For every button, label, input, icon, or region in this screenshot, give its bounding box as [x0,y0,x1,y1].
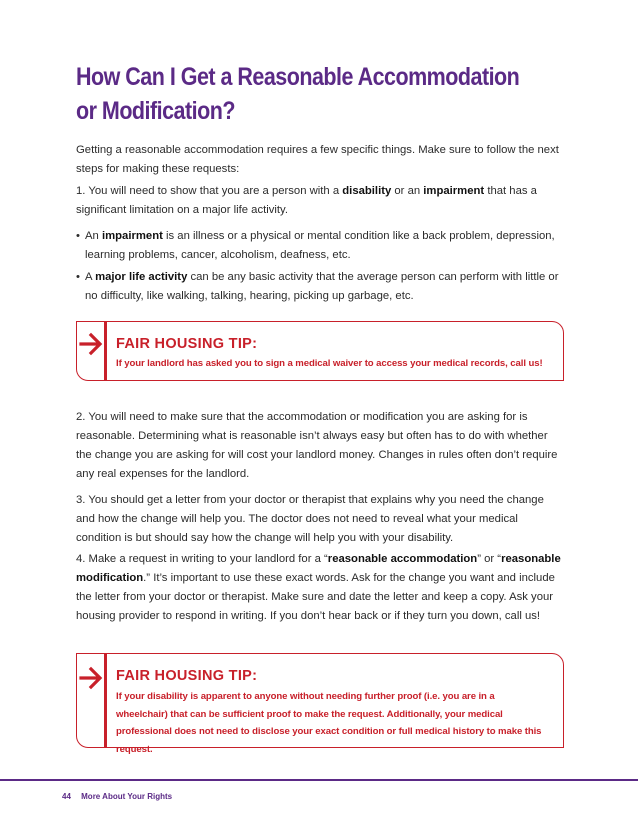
bullet-impairment [76,227,568,265]
bullet-major-life-activity [76,268,568,306]
step-2-paragraph: 2. You will need to make sure that the accommodation or modification you are asking for is reasonable. Determining what is reasonable isn’t always easy but often has to do with whether the change you are asking for will cost your landlord money. Changes in rules often don’t require any real expenses for the landlord. [76,411,558,480]
step-4-text-before: 4. Make a request in writing to your landlord for a “ [76,553,328,565]
tip-heading-2: FAIR HOUSING TIP: [116,668,258,684]
step-1-text-before: 1. You will need to show that you are a person with a [76,185,343,197]
tip-accent-bar-1 [104,321,107,381]
page-footer [62,792,172,801]
step-1-paragraph [76,182,564,220]
step-3-paragraph: 3. You should get a letter from your doctor or therapist that explains why you need the change and how the change will help you. The doctor does not need to reveal what your medical condition is but should say how the change will help you with your disability. [76,494,544,544]
page-title-line2: or Modification? [76,97,235,125]
tip-text-1: If your landlord has asked you to sign a medical waiver to access your medical records, call us! [116,358,543,369]
bullet-major-life-activity-bold: major life activity [95,271,188,283]
footer-section-title: More About Your Rights [81,792,173,801]
tip-accent-bar-2 [104,653,107,748]
step-4-paragraph [76,550,564,626]
step-1-bold-disability: disability [342,185,392,197]
tip-heading-1: FAIR HOUSING TIP: [116,336,258,352]
step-1-bold-impairment: impairment [423,185,485,197]
bullet-marker: • [76,230,80,242]
intro-paragraph: Getting a reasonable accommodation requires a few specific things. Make sure to follow the next steps for making these requests: [76,144,559,175]
bullet-impairment-after: is an illness or a physical or mental condition like a back problem, depression, learning problems, cancer, alcoholism, deafness, etc. [85,230,555,261]
step-4-text-middle: ” or “ [477,553,502,565]
step-1-text-middle: or an [391,185,424,197]
arrow-right-icon [78,331,104,357]
page-number: 44 [62,792,71,801]
step-4-text-after: .” It’s important to use these exact words. Ask for the change you want and include the letter from your doctor or therapist. Make sure and date the letter and keep a copy. Ask your housing provider to respond in writing. If you don’t hear back or if they turn you down, call us! [76,572,555,622]
bullet-major-life-activity-after: can be any basic activity that the average person can perform with little or no difficulty, like walking, talking, hearing, picking up garbage, etc. [85,271,559,302]
step-4-bold-reasonable-modification: reasonable modification [76,553,561,584]
bullet-impairment-before: An [85,230,102,242]
bullet-impairment-bold: impairment [101,230,163,242]
arrow-right-icon [78,665,104,691]
bullet-marker: • [76,271,80,283]
bullet-major-life-activity-before: A [85,271,96,283]
page-title [76,60,520,128]
step-4-bold-reasonable-accommodation: reasonable accommodation [327,553,478,565]
footer-divider [0,779,638,781]
page-title-line1: How Can I Get a Reasonable Accommodation [76,63,520,91]
step-1-text-after: that has a significant limitation on a major life activity. [76,185,537,216]
tip-text-2: If your disability is apparent to anyone without needing further proof (i.e. you are in a wheelchair) that can be sufficient proof to make the request. Additionally, your medical professional does not need to disclose your exact condition or full medical history to make this request. [116,691,542,755]
